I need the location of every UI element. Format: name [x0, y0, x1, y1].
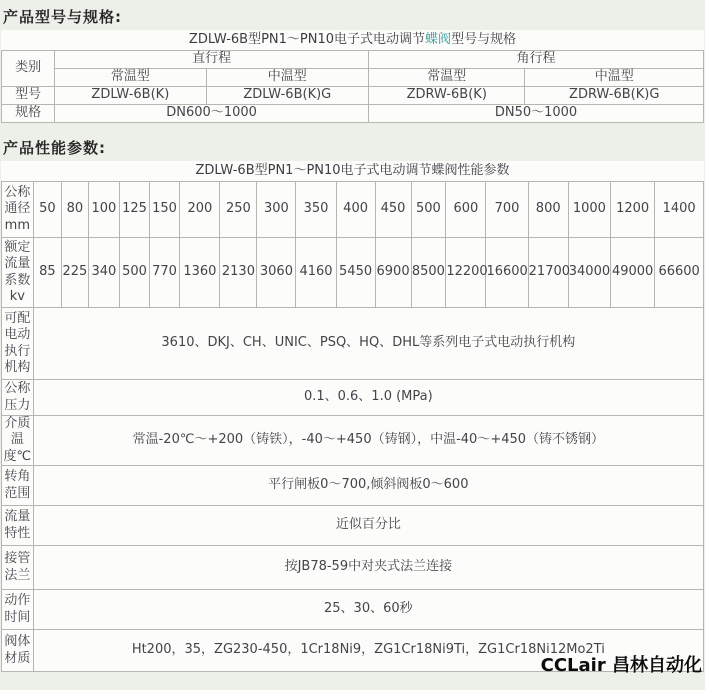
body-material-value-cell: Ht200，35，ZG230-450，1Cr18Ni9，ZG1Cr18Ni9Ti，ZG1Cr18Ni12Mo2Ti: [33, 630, 703, 672]
medium-temp-value-cell: 常温-20℃～+200（铸铁），-40～+450（铸钢），中温-40～+450（铸不锈钢）: [33, 416, 703, 466]
dn-value-cell: 50: [33, 182, 62, 238]
perf-table-caption: ZDLW-6B型PN1～PN10电子式电动调节蝶阀性能参数: [1, 161, 704, 181]
model-spec-table: [1, 50, 704, 123]
section-title-performance: 产品性能参数:: [3, 139, 106, 157]
kv-value-cell: 21700: [528, 238, 568, 308]
model-cell: ZDRW-6B(K): [369, 87, 525, 105]
dn-value-cell: 200: [180, 182, 220, 238]
kv-value-cell: 5450: [336, 238, 375, 308]
model-cell: ZDRW-6B(K)G: [525, 87, 704, 105]
model-row-header: 型号: [2, 87, 55, 105]
dn-value-cell: 300: [257, 182, 296, 238]
dn-value-cell: 400: [336, 182, 375, 238]
dn-value-cell: 250: [220, 182, 257, 238]
flange-row-header: 接管法兰: [2, 546, 34, 590]
angular-medium-temp-header: 中温型: [525, 69, 704, 87]
performance-table: [1, 181, 704, 672]
pressure-value-cell: 0.1、0.6、1.0 (MPa): [33, 380, 703, 416]
table-row: [2, 105, 704, 123]
pressure-row-header: 公称压力: [2, 380, 34, 416]
spec-row-header: 规格: [2, 105, 55, 123]
angular-travel-header: 角行程: [369, 51, 704, 69]
table-row: [2, 308, 704, 380]
spec-caption-suffix: 型号与规格: [451, 32, 517, 47]
butterfly-valve-link[interactable]: 蝶阀: [425, 32, 452, 47]
dn-value-cell: 1200: [610, 182, 654, 238]
section-title-model-spec: 产品型号与规格:: [3, 8, 122, 26]
straight-medium-temp-header: 中温型: [206, 69, 368, 87]
action-time-row-header: 动作时间: [2, 590, 34, 630]
flow-characteristic-row-header: 流量特性: [2, 506, 34, 546]
model-cell: ZDLW-6B(K)G: [206, 87, 368, 105]
kv-value-cell: 85: [33, 238, 62, 308]
dn-value-cell: 125: [120, 182, 150, 238]
dn-value-cell: 150: [149, 182, 180, 238]
watermark: CCLair 昌林自动化: [540, 655, 702, 676]
category-header: 类别: [2, 51, 55, 87]
table-row: [2, 182, 704, 238]
table-row: [2, 87, 704, 105]
kv-value-cell: 66600: [655, 238, 704, 308]
table-row: [2, 466, 704, 506]
straight-travel-header: 直行程: [55, 51, 369, 69]
actuator-row-header: 可配电动执行机构: [2, 308, 34, 380]
table-row: [2, 546, 704, 590]
dn-value-cell: 600: [446, 182, 486, 238]
kv-value-cell: 8500: [411, 238, 446, 308]
table-row: [2, 380, 704, 416]
flow-characteristic-value-cell: 近似百分比: [33, 506, 703, 546]
spec-cell-angular: DN50～1000: [369, 105, 704, 123]
table-row: [2, 590, 704, 630]
dn-row-header: 公称通径mm: [2, 182, 34, 238]
kv-value-cell: 16600: [486, 238, 528, 308]
dn-value-cell: 1000: [568, 182, 610, 238]
spec-table-caption: [1, 30, 704, 50]
rotation-range-value-cell: 平行闸板0～700,倾斜阀板0～600: [33, 466, 703, 506]
kv-value-cell: 49000: [610, 238, 654, 308]
table-row: [2, 51, 704, 69]
kv-value-cell: 12200: [446, 238, 486, 308]
dn-value-cell: 350: [296, 182, 336, 238]
model-cell: ZDLW-6B(K): [55, 87, 206, 105]
action-time-value-cell: 25、30、60秒: [33, 590, 703, 630]
medium-temp-row-header: 介质温度℃: [2, 416, 34, 466]
table-row: [2, 69, 704, 87]
flange-value-cell: 按JB78-59中对夹式法兰连接: [33, 546, 703, 590]
kv-value-cell: 225: [62, 238, 88, 308]
kv-value-cell: 6900: [375, 238, 411, 308]
spec-caption-prefix: ZDLW-6B型PN1～PN10电子式电动调节: [188, 32, 426, 47]
dn-value-cell: 1400: [655, 182, 704, 238]
dn-value-cell: 800: [528, 182, 568, 238]
dn-value-cell: 450: [375, 182, 411, 238]
kv-value-cell: 34000: [568, 238, 610, 308]
kv-value-cell: 1360: [180, 238, 220, 308]
dn-value-cell: 700: [486, 182, 528, 238]
body-material-row-header: 阀体材质: [2, 630, 34, 672]
table-row: [2, 506, 704, 546]
kv-value-cell: 770: [149, 238, 180, 308]
spec-cell-straight: DN600～1000: [55, 105, 369, 123]
straight-normal-temp-header: 常温型: [55, 69, 206, 87]
kv-row-header: 额定流量系数kv: [2, 238, 34, 308]
actuator-value-cell: 3610、DKJ、CH、UNIC、PSQ、HQ、DHL等系列电子式电动执行机构: [33, 308, 703, 380]
dn-value-cell: 500: [411, 182, 446, 238]
kv-value-cell: 4160: [296, 238, 336, 308]
angular-normal-temp-header: 常温型: [369, 69, 525, 87]
kv-value-cell: 500: [120, 238, 150, 308]
rotation-range-row-header: 转角范围: [2, 466, 34, 506]
table-row: [2, 416, 704, 466]
kv-value-cell: 340: [88, 238, 120, 308]
kv-value-cell: 2130: [220, 238, 257, 308]
dn-value-cell: 100: [88, 182, 120, 238]
dn-value-cell: 80: [62, 182, 88, 238]
table-row: [2, 238, 704, 308]
kv-value-cell: 3060: [257, 238, 296, 308]
